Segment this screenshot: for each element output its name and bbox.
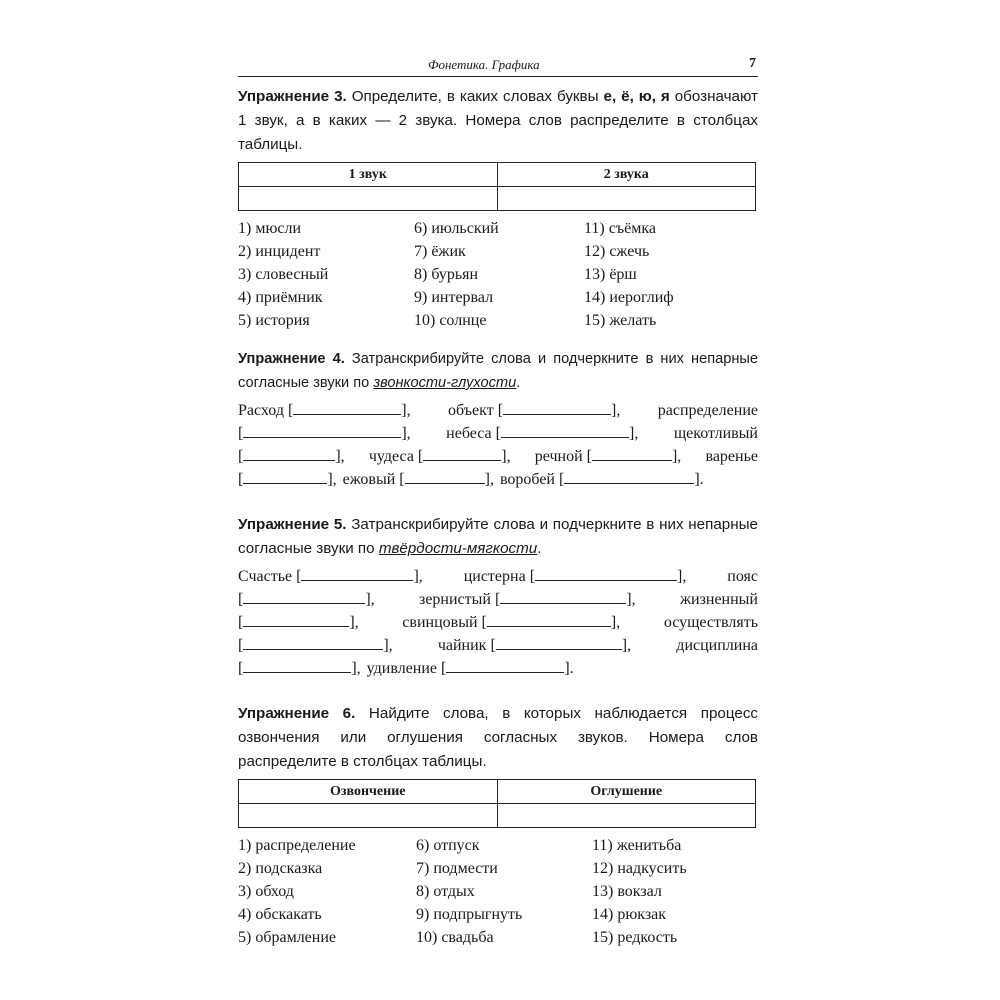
word: чайник [437,637,487,654]
page [238,56,758,949]
list-item: 1) распределение [238,837,356,854]
exercise-4-instruction [238,347,758,395]
word: объект [448,402,494,419]
list-item: 4) обскакать [238,906,322,923]
word: ежовый [342,471,396,488]
list-item: 13) ёрш [584,266,637,283]
list-item: 10) свадьба [416,929,494,946]
word: Счастье [238,568,293,585]
answer-cell[interactable] [497,187,756,211]
transcription-blank[interactable] [243,422,401,438]
exercise-6-label: Упражнение 6. [238,705,356,722]
transcription-blank[interactable] [293,399,401,415]
transcription-blank[interactable] [592,445,672,461]
list-item: 7) подмести [416,860,498,877]
transcription-blank[interactable] [243,634,383,650]
list-item: 10) солнце [414,312,487,329]
transcription-blank[interactable] [500,588,626,604]
word: воробей [499,471,555,488]
table-header: Оглушение [497,780,756,804]
table-header: 1 звук [239,163,498,187]
word: Расход [238,402,284,419]
instruction-text: . [537,540,542,557]
transcription-blank[interactable] [503,399,611,415]
transcription-blank[interactable] [496,634,622,650]
answer-cell[interactable] [239,804,498,828]
list-item: 6) отпуск [416,837,480,854]
list-item: 7) ёжик [414,243,466,260]
transcription-blank[interactable] [446,657,564,673]
list-item: 9) подпрыгнуть [416,906,523,923]
list-item: 11) съёмка [584,220,656,237]
highlighted-letters: е, ё, ю, я [603,88,670,105]
transcription-blank[interactable] [243,468,327,484]
running-header [238,56,758,77]
transcription-blank[interactable] [564,468,694,484]
list-item: 1) мюсли [238,220,302,237]
underlined-term: звонкости-глухости [373,375,517,391]
table-header: 2 звука [497,163,756,187]
instruction-text: Найдите слова, в которых наблюдается процесс озвончения или оглушения согласных звуков. Номера слов распределите в столбцах таблицы. [238,705,759,770]
exercise-5-instruction [238,513,758,561]
transcription-blank[interactable] [487,611,611,627]
list-item: 8) отдых [416,883,475,900]
list-item: 2) подсказка [238,860,323,877]
exercise-6 [238,702,758,949]
answer-cell[interactable] [239,187,498,211]
running-title: Фонетика. Графика [428,57,540,72]
list-item: 14) иероглиф [584,289,674,306]
list-item: 9) интервал [414,289,494,306]
exercise-4 [238,347,758,491]
word: удивление [366,660,438,677]
transcription-blank[interactable] [535,565,677,581]
word: пояс [727,568,758,585]
exercise-3-label: Упражнение 3. [238,88,347,105]
word: распределение [657,402,758,419]
exercise-6-instruction [238,702,758,774]
transcription-blank[interactable] [243,588,365,604]
list-item: 5) обрамление [238,929,337,946]
word: цистерна [463,568,526,585]
instruction-text: обозначают 1 звук, а в каких — 2 звука. Номера слов распределите в столбцах таблицы. [238,88,758,153]
instruction-text: Затранскрибируйте слова и подчеркните в них непарные согласные звуки по [238,351,758,391]
list-item: 15) редкость [592,929,678,946]
exercise-6-table [238,779,756,828]
word: щекотливый [673,425,758,442]
transcription-blank[interactable] [405,468,485,484]
list-item: 11) женитьба [592,837,682,854]
answer-cell[interactable] [497,804,756,828]
list-item: 3) словесный [238,266,329,283]
word: зернистый [419,591,491,608]
table-header: Озвончение [239,780,498,804]
exercise-5-label: Упражнение 5. [238,516,347,533]
word: варенье [705,448,758,465]
exercise-3-word-list [238,217,758,332]
list-item: 12) надкусить [592,860,687,877]
transcription-blank[interactable] [423,445,501,461]
exercise-5 [238,513,758,680]
word: дисциплина [676,637,758,654]
list-item: 13) вокзал [592,883,662,900]
list-item: 3) обход [238,883,294,900]
exercise-5-transcriptions: Счастье [ ], цистерна [ ], пояс [ ], зернистый [ ], жизненный [ ], свинцовый [ ], осуществлять [ ], чайник [ ], дисциплина [ ], удивление [ ]. [238,565,758,680]
transcription-blank[interactable] [243,611,349,627]
underlined-term: твёрдости-мягкости [378,540,538,557]
word: речной [534,448,583,465]
list-item: 2) инцидент [238,243,321,260]
exercise-3-instruction [238,85,758,157]
transcription-blank[interactable] [243,657,351,673]
page-number: 7 [749,56,756,71]
exercise-4-label: Упражнение 4. [238,351,345,367]
word: небеса [446,425,492,442]
list-item: 15) желать [584,312,657,329]
instruction-text: Определите, в каких словах буквы [346,88,604,105]
list-item: 12) сжечь [584,243,650,260]
word: осуществлять [663,614,758,631]
exercise-6-word-list [238,834,758,949]
word: жизненный [679,591,758,608]
instruction-text: Затранскрибируйте слова и подчеркните в них непарные согласные звуки по [238,516,758,557]
exercise-3-table [238,162,756,211]
list-item: 4) приёмник [238,289,323,306]
exercise-3 [238,85,758,332]
word: чудеса [368,448,414,465]
transcription-blank[interactable] [501,422,629,438]
transcription-blank[interactable] [301,565,413,581]
instruction-text: . [516,375,521,391]
exercise-4-transcriptions: Расход [ ], объект [ ], распределение [ ], небеса [ ], щекотливый [ ], чудеса [ ], речной [ ], варенье [ ], ежовый [ ], воробей [ ]. [238,399,758,491]
list-item: 14) рюкзак [592,906,667,923]
word: свинцовый [402,614,478,631]
list-item: 6) июльский [414,220,499,237]
transcription-blank[interactable] [243,445,335,461]
list-item: 8) бурьян [414,266,479,283]
list-item: 5) история [238,312,310,329]
